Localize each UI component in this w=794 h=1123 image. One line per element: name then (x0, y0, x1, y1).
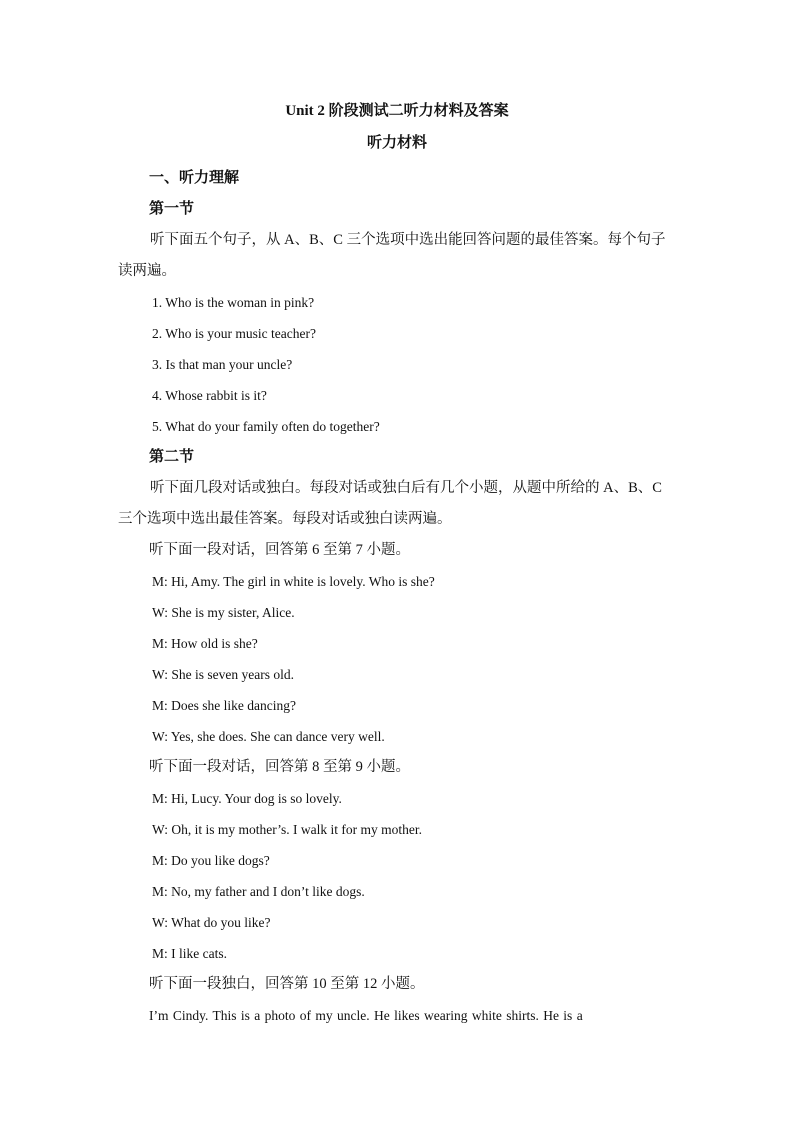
dialog-line: W: She is seven years old. (152, 667, 294, 682)
dialog-line: M: How old is she? (152, 636, 258, 651)
question-item: 2. Who is your music teacher? (152, 326, 316, 341)
monologue-intro: 听下面一段独白，回答第 10 至第 12 小题。 (149, 976, 425, 992)
question-item: 1. Who is the woman in pink? (152, 295, 315, 310)
part-two-heading: 第二节 (149, 449, 195, 465)
part-one-instruction: 听下面五个句子，从 A、B、C 三个选项中选出能回答问题的最佳答案。每个句子读两遍。 (118, 232, 666, 279)
part-two-instruction: 听下面几段对话或独白。每段对话或独白后有几个小题，从题中所给的 A、B、C 三个选项中选出最佳答案。每段对话或独白读两遍。 (118, 480, 662, 527)
question-item: 3. Is that man your uncle? (152, 357, 293, 372)
dialog-one-intro: 听下面一段对话，回答第 6 至第 7 小题。 (149, 542, 410, 558)
dialog-line: W: What do you like? (152, 915, 271, 930)
dialog-two-intro: 听下面一段对话，回答第 8 至第 9 小题。 (149, 759, 410, 775)
dialog-line: W: Yes, she does. She can dance very well. (152, 729, 385, 744)
dialog-line: M: I like cats. (152, 946, 227, 961)
question-item: 4. Whose rabbit is it? (152, 388, 267, 403)
document-subtitle: 听力材料 (366, 135, 427, 151)
monologue-text: I’m Cindy. This is a photo of my uncle. He likes wearing white shirts. He is a (149, 1008, 583, 1023)
dialog-line: M: No, my father and I don’t like dogs. (152, 884, 365, 899)
question-item: 5. What do your family often do together? (152, 419, 380, 434)
document-body (118, 163, 678, 1031)
part-one-heading: 第一节 (149, 201, 195, 217)
dialog-line: W: Oh, it is my mother’s. I walk it for my mother. (152, 822, 422, 837)
dialog-line: M: Does she like dancing? (152, 698, 296, 713)
document-title: Unit 2 阶段测试二听力材料及答案 (285, 103, 509, 119)
dialog-line: W: She is my sister, Alice. (152, 605, 295, 620)
dialog-line: M: Do you like dogs? (152, 853, 270, 868)
dialog-line: M: Hi, Amy. The girl in white is lovely. Who is she? (152, 574, 435, 589)
section-heading: 一、听力理解 (149, 170, 240, 186)
dialog-line: M: Hi, Lucy. Your dog is so lovely. (152, 791, 342, 806)
